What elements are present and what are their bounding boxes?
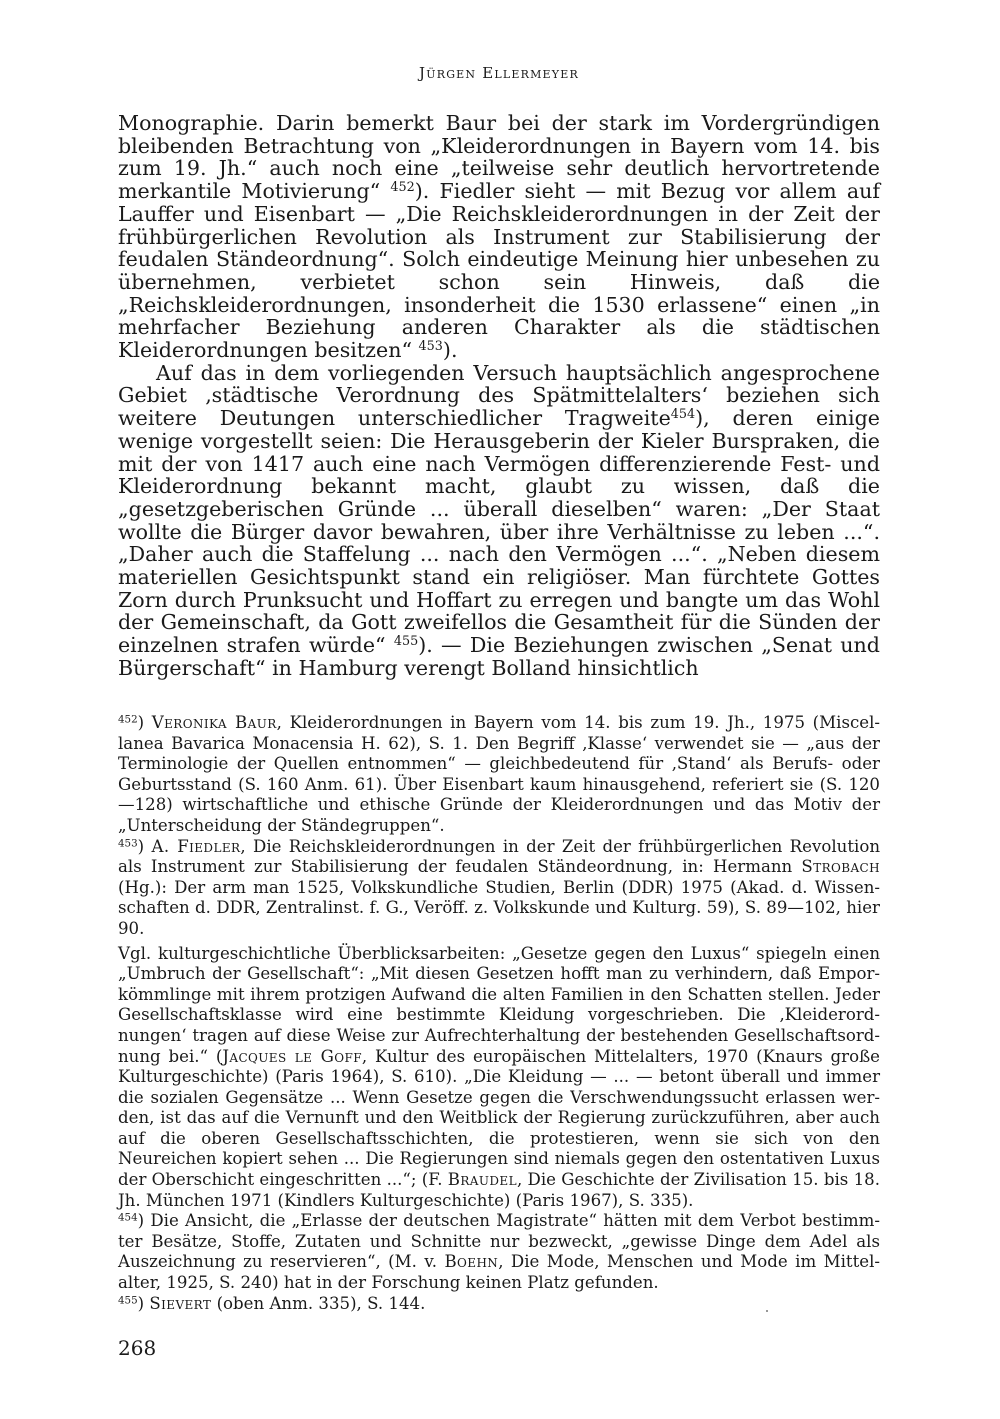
footnote-text: , Die Reichskleiderordnungen in der Zeit der frühbürgerlichen Revolution als Instrument zur Stabilisierung der feudalen Ständeordnung, in: Hermann [118,836,881,877]
footnote-text: , Kleiderordnungen in Bayern vom 14. bis zum 19. Jh., 1975 (Miscellanea Bavarica Monacensia H. 62), S. 1. Den Begriff ‚Klasse‘ verwendet sie — „aus der Terminologie der Quellen entnommen“ — gleichbedeutend für ‚Stand‘ als Berufs- oder Geburtsstand (S. 160 Anm. 61). Über Eisenbart kaum hinausgehend, referiert sie (S. 120—128) wirtschaftliche und ethische Gründe der Kleiderordnungen und das Motiv der „Unterscheidung der Ständegruppen“. [118,713,880,835]
footnote-text: (oben Anm. 335), S. 144. [211,1293,426,1313]
document-page [118,0,880,1419]
footnote-453: $^{453}$) A. Fiedler, Die Reichskleiderordnungen in der Zeit der frühbürgerlichen Revolution als Instrument zur Stabilisierung der feudalen Ständeordnung, in: Hermann Strobach (Hg.): Der arm man 1525, Volkskundliche Studien, Berlin (DDR) 1975 (Akad. d. Wissenschaften d. DDR, Zentralinst. f. G., Veröff. z. Volkskunde und Kulturg. 59), S. 89—102, hier 90. [118,836,881,938]
footnote-number: 455 [118,1293,138,1306]
footnote-number: 454 [118,1211,138,1224]
footnote-number: 453 [118,836,138,849]
footnote-ref: 455 [393,634,419,650]
footnote-number: 452 [118,713,138,726]
paragraph-text: ). [442,338,458,363]
footnote-text: Vgl. kulturgeschichtliche Überblicksarbeiten: „Gesetze gegen den Luxus“ spiegeln einen „Umbruch der Gesellschaft“: „Mit diesen Gesetzen hofft man zu verhindern, daß Emporkömmlinge mit ihrem protzigen Aufwand die alten Familien in den Schatten stellen. Jeder Gesellschaftsklasse wird eine bestimmte Kleidung vorgeschrieben. Die ‚Kleiderordnungen‘ tragen auf diese Weise zur Aufrechterhaltung der bestehenden Gesellschaftsordnung bei.“ ( [118,943,880,1066]
footnote-text: , Kultur des europäischen Mittelalters, 1970 (Knaurs große Kulturgeschichte) (Paris 1964), S. 610). „Die Kleidung — ... — betont überall und immer die sozialen Gegensätze ... Wenn Gesetze gegen die Verschwendungssucht erlassen werden, ist das auf die Vernunft und den Weitblick der Regierung zurückzuführen, aber auch auf die oberen Gesellschaftsschichten, die protestieren, wenn sie sich von den Neureichen kopiert sehen ... Die Regierungen sind niemals gegen den ostentativen Luxus der Oberschicht eingeschritten ...“; (F. [118,1046,880,1190]
footnote-453-continued [118,944,880,1212]
paragraph-text: Auf das in dem vorliegenden Versuch hauptsächlich angesprochene Gebiet ‚städtische Verordnung des Spätmittelalters‘ beziehen sich weitere Deutungen unterschiedlicher Tragweite [118,360,880,431]
paragraph-text: ). Fiedler sieht — mit Bezug vor allem auf Lauffer und Eisenbart — „Die Reichskleiderordnungen in der Zeit der frühbürgerlichen Revolution als Instrument zur Stabilisierung der feudalen Ständeordnung“. Solch eindeutige Meinung hier unbesehen zu übernehmen, verbietet schon sein Hinweis, daß die „Reichskleiderordnungen, insonderheit die 1530 erlassene“ einen „in mehrfacher Beziehung anderen Charakter als die städtischen Kleiderordnungen besitzen“ [118,179,880,363]
footnotes [118,713,880,1314]
footnote-author: Jacques le Goff [222,1046,362,1066]
footnote-455: $^{455}$) Sievert (oben Anm. 335), S. 144. [118,1293,426,1313]
footnote-ref: 453 [418,339,443,355]
page-number: 268 [118,1336,157,1360]
main-text [118,112,880,680]
footnote-author: Boehn [444,1252,499,1272]
footnote-author: Braudel [447,1170,517,1190]
footnote-author: Sievert [149,1293,212,1313]
footnote-author: A. Fiedler [151,836,241,856]
footnote-ref: 452 [390,180,415,196]
footnote-452: $^{452}$) Veronika Baur, Kleiderordnungen in Bayern vom 14. bis zum 19. Jh., 1975 (Miscellanea Bavarica Monacensia H. 62), S. 1. Den Begriff ‚Klasse‘ verwendet sie — „aus der Terminologie der Quellen entnommen“ — gleichbedeutend für ‚Stand‘ als Berufs- oder Geburtsstand (S. 160 Anm. 61). Über Eisenbart kaum hinausgehend, referiert sie (S. 120—128) wirtschaftliche und ethische Gründe der Kleiderordnungen und das Motiv der „Unterscheidung der Ständegruppen“. [118,713,880,835]
paragraph-text: ), deren einige wenige vorgestellt seien: Die Herausgeberin der Kieler Burspraken, die mit der von 1417 auch eine nach Vermögen differenzierende Fest- und Kleiderordnung bekannt macht, glaubt zu wissen, daß die „gesetzgeberischen Gründe ... überall dieselben“ waren: „Der Staat wollte die Bürger davor bewahren, über ihre Verhältnisse zu leben ...“. „Daher auch die Staffelung ... nach den Vermögen ...“. „Neben diesem materiellen Gesichtspunkt stand ein religiöser. Man fürchtete Gottes Zorn durch Prunksucht und Hoffart zu erregen und bangte um das Wohl der Gemeinschaft, da Gott zweifellos die Gesamtheit für die Sünden der einzelnen strafen würde“ [118,406,880,658]
footnote-text: ) Die Ansicht, die „Erlasse der deutschen Magistrate“ hätten mit dem Verbot bestimmter Besätze, Stoffe, Zutaten und Schnitte nur bezweckt, „gewisse Dinge dem Adel als Auszeichnung zu reservieren“, (M. v. [118,1211,880,1272]
paragraph-2 [118,362,880,680]
footnote-text: , Die Geschichte der Zivilisation 15. bis 18. Jh. München 1971 (Kindlers Kulturgeschichte) (Paris 1967), S. 335). [118,1170,880,1210]
scan-speck [766,1310,768,1312]
footnote-text: (Hg.): Der arm man 1525, Volkskundliche Studien, Berlin (DDR) 1975 (Akad. d. Wissenschaften d. DDR, Zentralinst. f. G., Veröff. z. Volkskunde und Kulturg. 59), S. 89—102, hier 90. [118,877,880,938]
paragraph-text: ). — Die Beziehungen zwischen „Senat und Bürgerschaft“ in Hamburg verengt Bolland hinsichtlich [118,633,880,680]
footnote-author: Veronika Baur [151,713,277,732]
footnote-editor: Strobach [801,857,880,877]
footnote-454 [118,1211,880,1293]
running-head: Jürgen Ellermeyer [419,64,579,82]
paragraph-text: Monographie. Darin bemerkt Baur bei der stark im Vordergründigen bleibenden Betrachtung von „Kleiderordnungen in Bayern vom 14. bis zum 19. Jh.“ auch noch eine „teilweise sehr deutlich hervortretende merkantile Motivierung“ [118,111,880,204]
paragraph-1 [118,112,880,362]
footnote-text: , Die Mode, Menschen und Mode im Mittelalter, 1925, S. 240) hat in der Forschung keinen Platz gefunden. [118,1252,880,1293]
footnote-ref: 454 [670,407,696,423]
